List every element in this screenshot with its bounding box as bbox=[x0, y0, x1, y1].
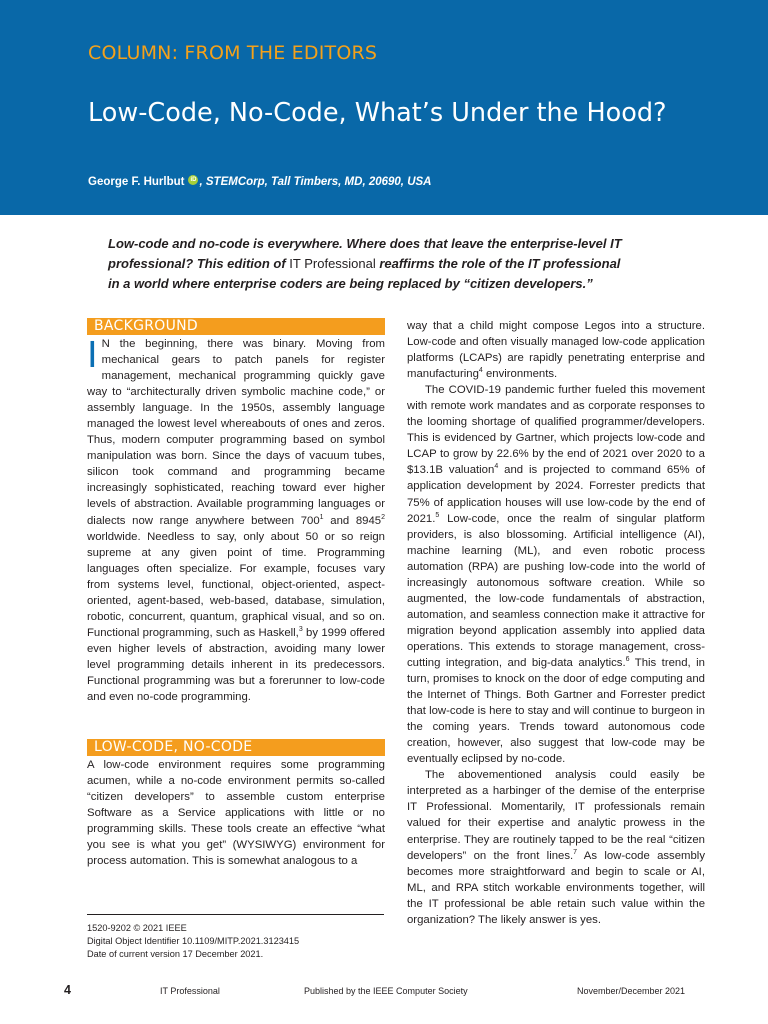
left-column bbox=[87, 318, 385, 869]
background-text-4: by 1999 offered even higher levels of abstraction, avoiding many lower level programming details inherent in its predecessors. Functional programming was but a forerunner to low-code and even no-code programming. bbox=[87, 626, 385, 704]
footnote-rule bbox=[87, 914, 384, 915]
ref-1: 1 bbox=[319, 513, 324, 521]
page-number: 4 bbox=[64, 983, 71, 997]
footer-journal: IT Professional bbox=[160, 986, 220, 996]
right-text-2d: This trend, in turn, promises to knock on the door of edge computing and the Internet of Things. Both Gartner and Forrester predict that low-code is here to stay and will continue to burgeon in the coming years. Trends toward autonomous code creation, however, also suggest that low-code may be eventually eclipsed by no-code. bbox=[407, 656, 705, 766]
footnote-issn: 1520-9202 © 2021 IEEE bbox=[87, 923, 187, 933]
drop-cap: I bbox=[87, 335, 98, 376]
footnote bbox=[87, 922, 384, 961]
right-text-1b: environments. bbox=[482, 368, 558, 381]
right-paragraph-3 bbox=[407, 767, 705, 927]
low-code-paragraph: A low-code environment requires some programming acumen, while a no-code environment permits so-called “citizen developers” to assemble custom enterprise Software as a Service applications with little or no programming skills. These tools create an effective “what you see is what you get” (WYSIWYG) environment for process automation. This is somewhat analogous to a bbox=[87, 759, 385, 868]
affiliation-separator: , bbox=[199, 176, 203, 188]
abstract-journal: IT Professional bbox=[289, 256, 376, 271]
background-text-1: N the beginning, there was binary. Moving from mechanical gears to patch panels for register management, mechanical programming quickly gave way to “architecturally driven symbolic machine code,” or assembly language. In the 1950s, assembly language managed the lowest level whereabouts of ones and zeros. Thus, modern computer programming based on symbol manipulation was born. Since the days of vacuum tubes, silicon took command and programming became increasingly sophisticated, reaching toward ever higher levels of abstraction. Available programming languages or dialects now range anywhere between 700 bbox=[87, 338, 385, 527]
right-paragraph-1 bbox=[407, 318, 705, 382]
right-paragraph-2 bbox=[407, 382, 705, 767]
article-title: Low-Code, No-Code, What’s Under the Hood? bbox=[88, 98, 667, 128]
footnote-doi: Digital Object Identifier 10.1109/MITP.2021.3123415 bbox=[87, 936, 300, 946]
byline bbox=[88, 175, 431, 188]
orcid-icon: iD bbox=[190, 177, 197, 183]
ref-7: 7 bbox=[573, 848, 578, 856]
author-affiliation: STEMCorp, Tall Timbers, MD, 20690, USA bbox=[205, 176, 432, 188]
ref-3: 3 bbox=[298, 625, 303, 633]
right-text-2a: The COVID-19 pandemic further fueled this movement with remote work mandates and as corporate responses to the looming shortage of qualified programmer/developers. This is evidenced by Gartner, which projects low-code and LCAP to grow by 22.6% by the end of 2021 over 2020 to a $13.1B valuation bbox=[407, 384, 705, 477]
footnote-date: Date of current version 17 December 2021. bbox=[87, 949, 264, 959]
right-text-3b: As low-code assembly becomes more straightforward and begin to scale or AI, ML, and RPA stitch workable environments together, will the IT professional be able retain such value within the organization? The likely answer is yes. bbox=[407, 849, 705, 926]
footer-issue: November/December 2021 bbox=[577, 986, 686, 996]
background-paragraph bbox=[87, 336, 385, 705]
abstract-text-2: reaffirms the role of the IT professional in a world where enterprise coders are being replaced by “citizen developers.” bbox=[108, 256, 621, 291]
right-text-3a: The abovementioned analysis could easily be interpreted as a harbinger of the demise of the enterprise IT Professional. Momentarily, IT professionals remain valued for their expertise and analytic prowess in the enterprise. They are routinely tapped to be the real “citizen developers” on the front lines. bbox=[407, 769, 705, 862]
section-heading-background: BACKGROUND bbox=[87, 318, 385, 335]
abstract bbox=[108, 234, 628, 294]
column-label: COLUMN: FROM THE EDITORS bbox=[88, 42, 378, 64]
ref-4b: 4 bbox=[494, 463, 499, 471]
ref-5: 5 bbox=[435, 511, 440, 519]
right-text-1a: way that a child might compose Legos into a structure. Low-code and often visually managed low-code application platforms (LCAPs) are rapidly penetrating enterprise and manufacturing bbox=[407, 320, 705, 381]
abstract-text-1: Low-code and no-code is everywhere. Where does that leave the enterprise-level IT professional? This edition of bbox=[108, 236, 622, 271]
ref-6: 6 bbox=[625, 655, 630, 663]
right-text-2c: Low-code, once the realm of singular platform providers, is also blossoming. Artificial intelligence (AI), machine learning (ML), and even robotic process automation (RPA) are pushing low-code into the world of increasingly autonomous software creation. While so augmented, the low-code fundamentals of abstraction, automation, and seamless connection make it attractive for migration beyond application assembly into applied data operations. This extends to storage management, cross-cutting integration, and big-data analytics. bbox=[407, 512, 705, 669]
section-heading-low-code: LOW-CODE, NO-CODE bbox=[87, 739, 385, 756]
right-text-2b: and is projected to command 65% of application development by 2024. Forrester predicts that 75% of application houses will use low-code by the end of 2021. bbox=[407, 464, 706, 525]
ref-4: 4 bbox=[478, 367, 483, 375]
ref-2: 2 bbox=[381, 513, 385, 521]
footer-publisher: Published by the IEEE Computer Society bbox=[304, 986, 468, 996]
right-column bbox=[407, 318, 705, 928]
background-text-2: and 8945 bbox=[323, 514, 382, 527]
author-name: George F. Hurlbut bbox=[88, 176, 185, 188]
background-text-3: worldwide. Needless to say, only about 50 or so reign supreme at any given point of time. Programming languages often specialize. For example, focuses vary from systems level, functional, object-oriented, aspect-oriented, agent-based, web-based, database, simulation, robotic, concurrent, quantum, graphical visual, and so on. Functional programming, such as Haskell, bbox=[87, 530, 385, 639]
